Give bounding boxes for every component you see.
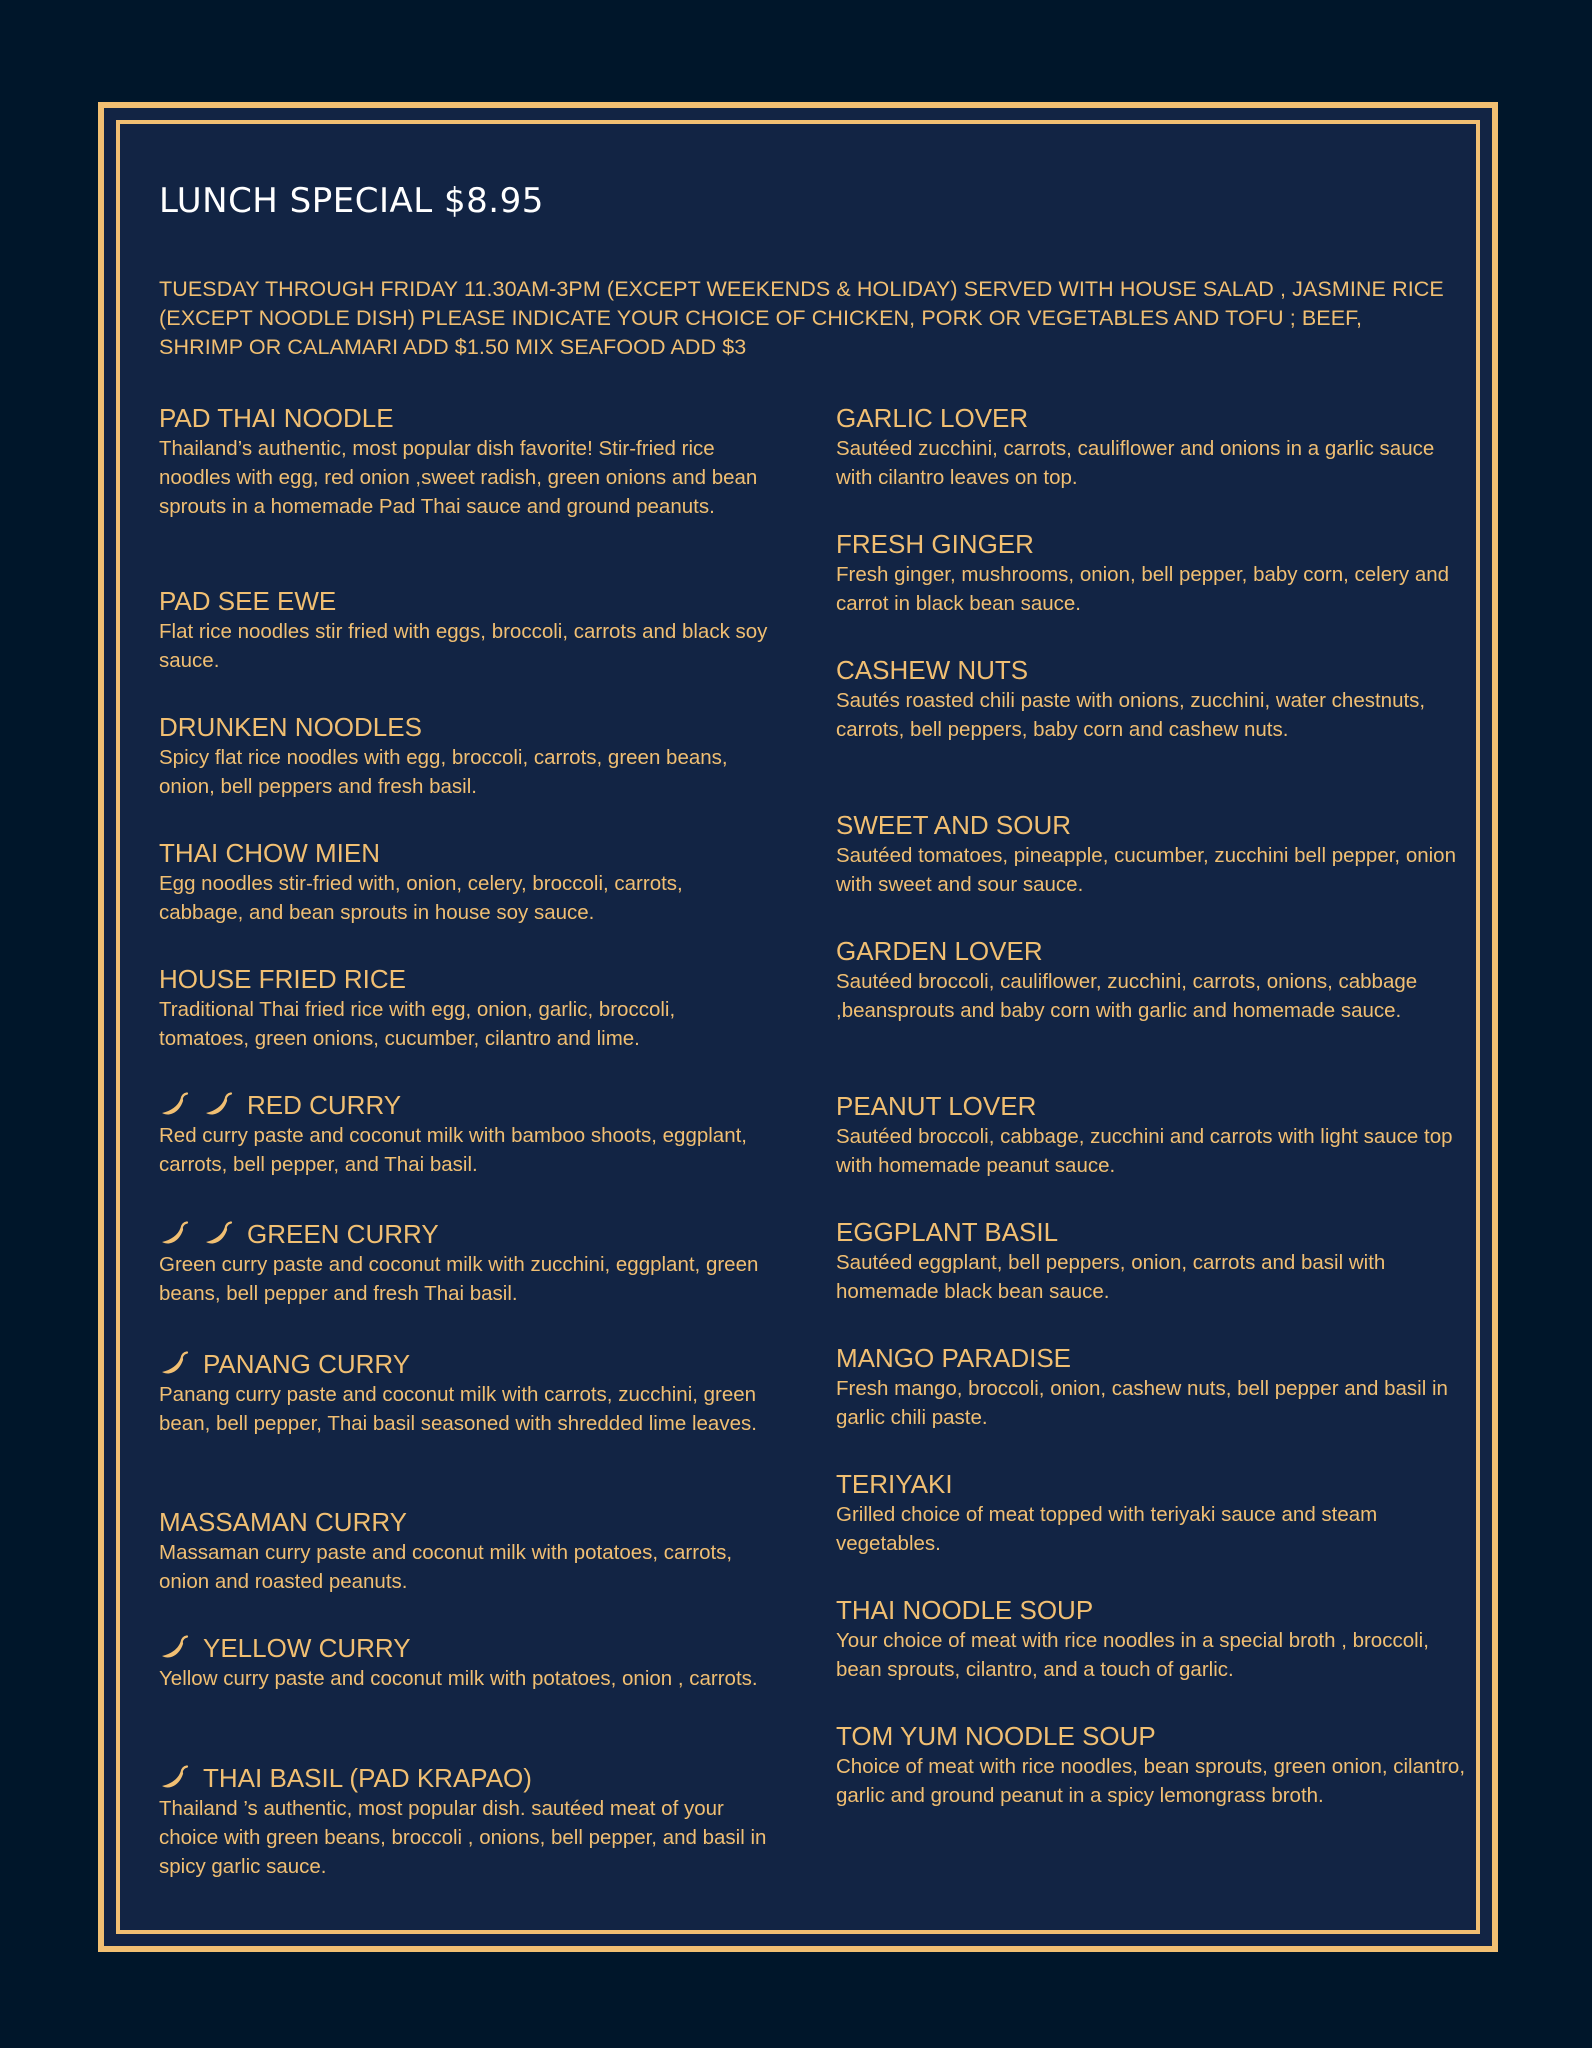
menu-item bbox=[159, 586, 769, 675]
menu-item bbox=[836, 1091, 1466, 1180]
menu-item-name-row bbox=[836, 1343, 1466, 1373]
menu-item-name-row bbox=[159, 712, 769, 742]
menu-item-name-row bbox=[159, 1507, 769, 1537]
menu-item-name-row bbox=[159, 1219, 769, 1249]
menu-item bbox=[836, 529, 1466, 618]
menu-item-name: GARDEN LOVER bbox=[836, 936, 1043, 966]
menu-item-description: Spicy flat rice noodles with egg, broccoli, carrots, green beans, onion, bell peppers and fresh basil. bbox=[159, 746, 728, 798]
menu-item-name-row bbox=[836, 810, 1466, 840]
menu-item bbox=[836, 403, 1466, 492]
menu-item-description: Flat rice noodles stir fried with eggs, broccoli, carrots and black soy sauce. bbox=[159, 620, 768, 672]
menu-item-name-row bbox=[159, 403, 769, 433]
menu-item-name-row bbox=[159, 838, 769, 868]
menu-item-name-row bbox=[836, 1469, 1466, 1499]
menu-item-description: Sautéed broccoli, cauliflower, zucchini, carrots, onions, cabbage ,beansprouts and baby corn with garlic and homemade sauce. bbox=[836, 970, 1418, 1022]
menu-item-name: PAD THAI NOODLE bbox=[159, 403, 394, 433]
menu-item-description: Panang curry paste and coconut milk with carrots, zucchini, green bean, bell pepper, Thai basil seasoned with shredded lime leaves. bbox=[159, 1383, 757, 1435]
menu-item-name-row bbox=[159, 1349, 769, 1379]
menu-item-description: Fresh ginger, mushrooms, onion, bell pepper, baby corn, celery and carrot in black bean sauce. bbox=[836, 563, 1450, 615]
menu-item-description: Your choice of meat with rice noodles in a special broth , broccoli, bean sprouts, cilantro, and a touch of garlic. bbox=[836, 1629, 1429, 1681]
menu-item-name: HOUSE FRIED RICE bbox=[159, 964, 407, 994]
chili-pepper-icon bbox=[159, 1220, 189, 1248]
menu-item-description: Sautéed eggplant, bell peppers, onion, carrots and basil with homemade black bean sauce. bbox=[836, 1251, 1386, 1303]
menu-item-name: PAD SEE EWE bbox=[159, 586, 337, 616]
menu-item-description: Green curry paste and coconut milk with zucchini, eggplant, green beans, bell pepper and fresh Thai basil. bbox=[159, 1253, 759, 1305]
menu-item bbox=[836, 655, 1466, 744]
menu-item bbox=[836, 1343, 1466, 1432]
menu-item-description: Grilled choice of meat topped with teriyaki sauce and steam vegetables. bbox=[836, 1503, 1378, 1555]
menu-item-name-row bbox=[159, 1763, 769, 1793]
menu-item-description: Choice of meat with rice noodles, bean sprouts, green onion, cilantro, garlic and ground peanut in a spicy lemongrass broth. bbox=[836, 1755, 1466, 1807]
menu-item-description: Red curry paste and coconut milk with bamboo shoots, eggplant, carrots, bell pepper, and Thai basil. bbox=[159, 1124, 747, 1176]
menu-item-description: Massaman curry paste and coconut milk with potatoes, carrots, onion and roasted peanuts. bbox=[159, 1541, 733, 1593]
menu-item-name-row bbox=[159, 1633, 769, 1663]
menu-intro: TUESDAY THROUGH FRIDAY 11.30AM-3PM (EXCEPT WEEKENDS & HOLIDAY) SERVED WITH HOUSE SALAD , JASMINE RICE (EXCEPT NOODLE DISH) PLEASE INDICATE YOUR CHOICE OF CHICKEN, PORK OR VEGETABLES AND TOFU ; BEEF, SHRIMP OR CALAMARI ADD $1.50 MIX SEAFOOD ADD $3 bbox=[159, 277, 1444, 359]
chili-pepper-icon bbox=[159, 1091, 189, 1119]
menu-item-name-row bbox=[159, 586, 769, 616]
menu-item-name: RED CURRY bbox=[247, 1090, 402, 1120]
menu-item-description: Egg noodles stir-fried with, onion, celery, broccoli, carrots, cabbage, and bean sprouts in house soy sauce. bbox=[159, 872, 683, 924]
menu-item-name: THAI NOODLE SOUP bbox=[836, 1595, 1094, 1625]
menu-item-name: TERIYAKI bbox=[836, 1469, 953, 1499]
menu-item bbox=[159, 838, 769, 927]
menu-item bbox=[836, 1721, 1466, 1810]
menu-item bbox=[159, 403, 769, 521]
menu-item-description: Thailand ’s authentic, most popular dish. sautéed meat of your choice with green beans, broccoli , onions, bell pepper, and basil in spicy garlic sauce. bbox=[159, 1797, 767, 1878]
menu-item bbox=[159, 1633, 769, 1693]
menu-item bbox=[836, 810, 1466, 899]
menu-item-name: YELLOW CURRY bbox=[203, 1633, 411, 1663]
menu-item-name: FRESH GINGER bbox=[836, 529, 1034, 559]
menu-item bbox=[159, 1219, 769, 1308]
menu-item-name: SWEET AND SOUR bbox=[836, 810, 1072, 840]
chili-pepper-icon bbox=[159, 1350, 189, 1378]
chili-pepper-icon bbox=[203, 1220, 233, 1248]
menu-item bbox=[836, 1595, 1466, 1684]
menu-item-description: Fresh mango, broccoli, onion, cashew nuts, bell pepper and basil in garlic chili paste. bbox=[836, 1377, 1448, 1429]
menu-item-name-row bbox=[836, 403, 1466, 433]
menu-item-name: CASHEW NUTS bbox=[836, 655, 1029, 685]
menu-item-description: Sautéed zucchini, carrots, cauliflower and onions in a garlic sauce with cilantro leaves on top. bbox=[836, 437, 1435, 489]
menu-item-description: Thailand’s authentic, most popular dish favorite! Stir-fried rice noodles with egg, red onion ,sweet radish, green onions and bean sprouts in a homemade Pad Thai sauce and ground peanuts. bbox=[159, 437, 758, 518]
menu-item bbox=[159, 712, 769, 801]
menu-item-name-row bbox=[159, 1090, 769, 1120]
menu-item-name: PANANG CURRY bbox=[203, 1349, 411, 1379]
menu-item-name: GREEN CURRY bbox=[247, 1219, 439, 1249]
menu-item bbox=[159, 1090, 769, 1179]
menu-item-name: THAI CHOW MIEN bbox=[159, 838, 380, 868]
menu-item-name: DRUNKEN NOODLES bbox=[159, 712, 422, 742]
menu-item-description: Traditional Thai fried rice with egg, onion, garlic, broccoli, tomatoes, green onions, cucumber, cilantro and lime. bbox=[159, 998, 676, 1050]
menu-item-name-row bbox=[159, 964, 769, 994]
menu-item-name: GARLIC LOVER bbox=[836, 403, 1029, 433]
menu-item-name-row bbox=[836, 529, 1466, 559]
menu-item-name: EGGPLANT BASIL bbox=[836, 1217, 1059, 1247]
menu-item-description: Sautéed tomatoes, pineapple, cucumber, zucchini bell pepper, onion with sweet and sour sauce. bbox=[836, 844, 1456, 896]
menu-item bbox=[159, 1763, 769, 1881]
chili-pepper-icon bbox=[159, 1764, 189, 1792]
menu-item bbox=[836, 1217, 1466, 1306]
menu-title: LUNCH SPECIAL $8.95 bbox=[159, 181, 544, 221]
chili-pepper-icon bbox=[159, 1634, 189, 1662]
menu-item-name-row bbox=[836, 1721, 1466, 1751]
menu-item-name-row bbox=[836, 655, 1466, 685]
menu-item-name-row bbox=[836, 1595, 1466, 1625]
menu-item bbox=[836, 936, 1466, 1025]
menu-item-name: THAI BASIL (PAD KRAPAO) bbox=[203, 1763, 532, 1793]
menu-item bbox=[159, 1507, 769, 1596]
menu-item-name: MANGO PARADISE bbox=[836, 1343, 1072, 1373]
menu-item-name: MASSAMAN CURRY bbox=[159, 1507, 408, 1537]
menu-item-description: Yellow curry paste and coconut milk with potatoes, onion , carrots. bbox=[159, 1667, 758, 1690]
menu-item-name: TOM YUM NOODLE SOUP bbox=[836, 1721, 1156, 1751]
menu-item-name-row bbox=[836, 1217, 1466, 1247]
menu-item-name-row bbox=[836, 1091, 1466, 1121]
menu-item-name-row bbox=[836, 936, 1466, 966]
menu-item-description: Sautés roasted chili paste with onions, zucchini, water chestnuts, carrots, bell peppers, baby corn and cashew nuts. bbox=[836, 689, 1426, 741]
menu-item bbox=[159, 1349, 769, 1438]
menu-item-name: PEANUT LOVER bbox=[836, 1091, 1037, 1121]
menu-item-description: Sautéed broccoli, cabbage, zucchini and carrots with light sauce top with homemade peanut sauce. bbox=[836, 1125, 1453, 1177]
menu-item bbox=[836, 1469, 1466, 1558]
menu-item bbox=[159, 964, 769, 1053]
chili-pepper-icon bbox=[203, 1091, 233, 1119]
